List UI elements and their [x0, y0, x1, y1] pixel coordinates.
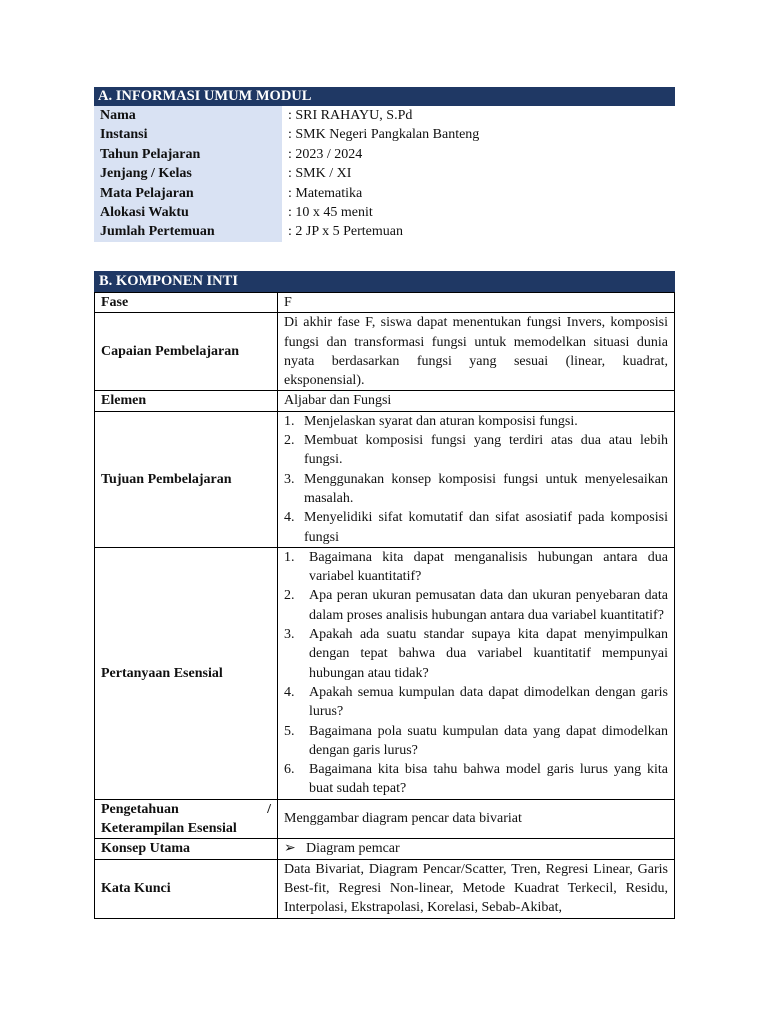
info-value: : 2023 / 2024	[288, 146, 363, 162]
info-row-jumlah-pertemuan	[94, 222, 675, 241]
row-pertanyaan	[95, 547, 675, 799]
list-item: 1. Menjelaskan syarat dan aturan komposisi fungsi.	[284, 413, 578, 429]
list-item: 4. Apakah semua kumpulan data dapat dimodelkan dengan garis lurus?	[284, 684, 668, 720]
kata-kunci-value: Data Bivariat, Diagram Pencar/Scatter, Tren, Regresi Linear, Garis Best-fit, Regresi Non-linear, Metode Kuadrat Terkecil, Residu, Interpolasi, Ekstrapolasi, Korelasi, Sebab-Akibat,	[278, 859, 675, 918]
info-row-mata-pelajaran	[94, 184, 675, 203]
row-pengetahuan	[95, 799, 675, 839]
list-item: 3. Apakah ada suatu standar supaya kita dapat menyimpulkan dengan tepat bahwa dua variabel kuantitatif mempunyai hubungan atau tidak?	[284, 627, 668, 681]
list-item: 6. Bagaimana kita bisa tahu bahwa model garis lurus yang kita buat sudah tepat?	[284, 762, 668, 797]
kata-kunci-label: Kata Kunci	[95, 859, 278, 918]
komponen-table	[94, 292, 675, 919]
pertanyaan-label: Pertanyaan Esensial	[95, 547, 278, 799]
elemen-label: Elemen	[95, 391, 278, 411]
list-item: 3. Menggunakan konsep komposisi fungsi untuk menyelesaikan masalah.	[284, 471, 668, 506]
tujuan-label: Tujuan Pembelajaran	[95, 411, 278, 547]
info-label: Alokasi Waktu	[94, 203, 282, 222]
list-item: 5. Bagaimana pola suatu kumpulan data yang dapat dimodelkan dengan garis lurus?	[284, 723, 668, 758]
info-value: : Matematika	[288, 185, 363, 201]
row-kata-kunci	[95, 859, 675, 918]
row-tujuan	[95, 411, 675, 547]
info-value: : 2 JP x 5 Pertemuan	[288, 224, 403, 240]
row-konsep	[95, 839, 675, 859]
arrow-bullet-icon: ➢	[284, 841, 296, 857]
info-label: Tahun Pelajaran	[94, 145, 282, 164]
info-row-nama	[94, 106, 675, 125]
pertanyaan-list	[284, 548, 668, 799]
pengetahuan-value: Menggambar diagram pencar data bivariat	[278, 799, 675, 839]
info-value: : SMK / XI	[288, 166, 352, 182]
section-informasi-umum	[94, 87, 675, 242]
list-item: 2. Membuat komposisi fungsi yang terdiri atas dua atau lebih fungsi.	[284, 433, 668, 468]
info-label: Instansi	[94, 125, 282, 144]
fase-label: Fase	[95, 293, 278, 313]
tujuan-cell	[278, 411, 675, 547]
info-value: : SMK Negeri Pangkalan Banteng	[288, 127, 480, 143]
konsep-value: ➢ Diagram pemcar	[278, 839, 675, 859]
capaian-value: Di akhir fase F, siswa dapat menentukan fungsi Invers, komposisi fungsi dan transformasi fungsi untuk memodelkan situasi dunia nyata berdasarkan fungsi yang sesuai (linear, kuadrat, eksponensial).	[278, 313, 675, 391]
section-a-header: A. INFORMASI UMUM MODUL	[94, 87, 675, 106]
list-item: 2. Apa peran ukuran pemusatan data dan ukuran penyebaran data dalam proses analisis hubungan antara dua variabel kuantitatif?	[284, 588, 668, 623]
list-item: 1. Bagaimana kita dapat menganalisis hubungan antara dua variabel kuantitatif?	[284, 549, 668, 585]
section-komponen-inti	[94, 271, 675, 919]
list-item: 4. Menyelidiki sifat komutatif dan sifat asosiatif pada komposisi fungsi	[284, 510, 668, 545]
info-row-tahun-pelajaran	[94, 145, 675, 164]
info-value: : SRI RAHAYU, S.Pd	[288, 108, 413, 123]
pengetahuan-label: Pengetahuan / Keterampilan Esensial	[95, 799, 278, 839]
info-row-alokasi-waktu	[94, 203, 675, 222]
fase-value: F	[278, 293, 675, 313]
info-row-instansi	[94, 125, 675, 144]
konsep-label: Konsep Utama	[95, 839, 278, 859]
info-value: : 10 x 45 menit	[288, 204, 373, 220]
info-label: Jenjang / Kelas	[94, 164, 282, 183]
info-row-jenjang-kelas	[94, 164, 675, 183]
elemen-value: Aljabar dan Fungsi	[278, 391, 675, 411]
section-b-header: B. KOMPONEN INTI	[94, 271, 675, 292]
row-elemen	[95, 391, 675, 411]
info-label: Jumlah Pertemuan	[94, 222, 282, 241]
row-capaian	[95, 313, 675, 391]
row-fase	[95, 293, 675, 313]
pertanyaan-cell	[278, 547, 675, 799]
info-label: Mata Pelajaran	[94, 184, 282, 203]
tujuan-list	[284, 412, 668, 547]
capaian-label: Capaian Pembelajaran	[95, 313, 278, 391]
info-label: Nama	[94, 106, 282, 125]
